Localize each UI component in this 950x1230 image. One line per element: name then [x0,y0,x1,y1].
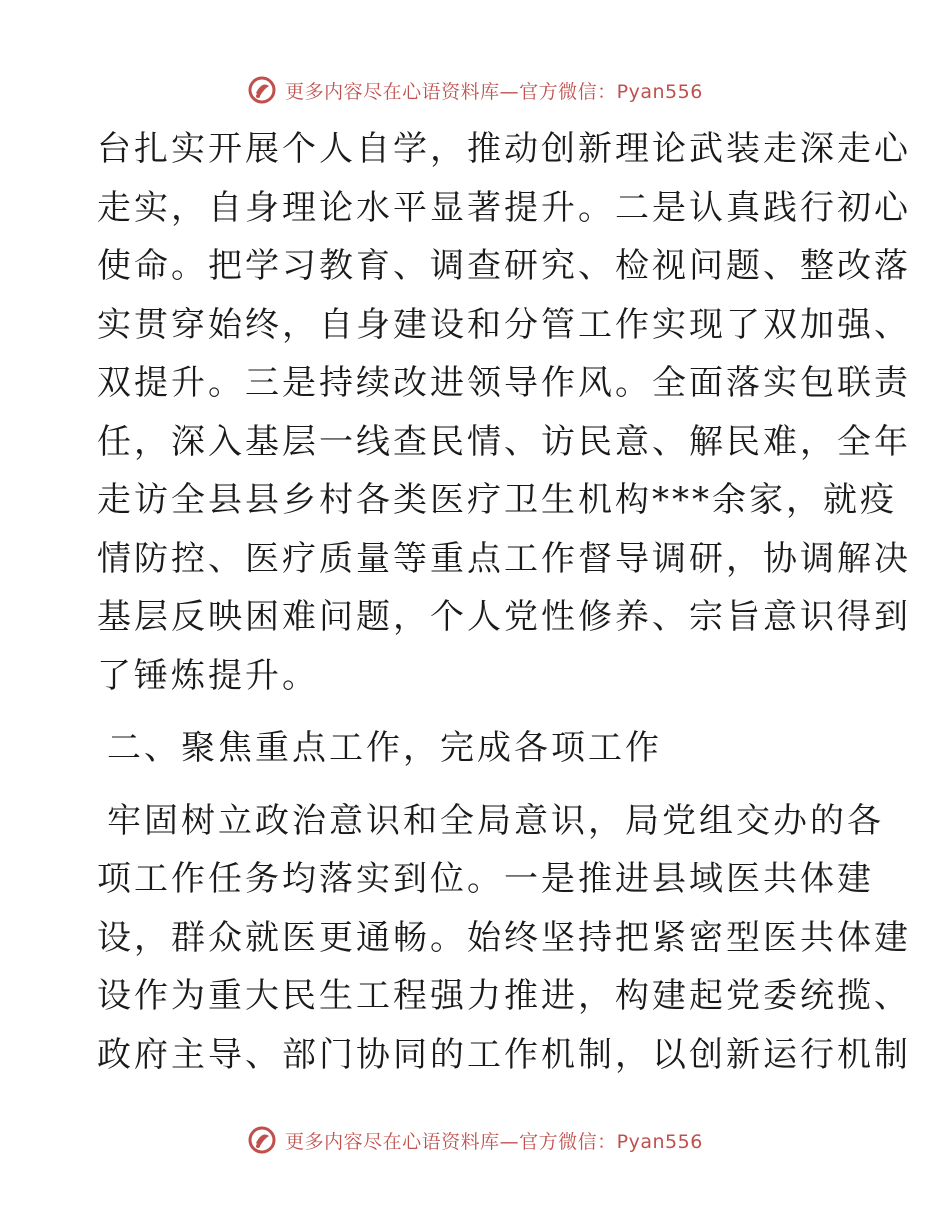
header-watermark [0,70,950,110]
header-watermark-text: 更多内容尽在心语资料库—官方微信：Pyan556 [285,80,703,103]
logo-icon [247,1125,277,1155]
footer-watermark [0,1120,950,1160]
footer-watermark-text: 更多内容尽在心语资料库—官方微信：Pyan556 [285,1130,703,1153]
text-line: 设作为重大民生工程强力推进，构建起党委统揽、 [97,976,911,1016]
document-body [97,120,911,1084]
logo-icon [247,75,277,105]
text-line: 走实，自身理论水平显著提升。二是认真践行初心 [97,187,911,228]
text-line: 台扎实开展个人自学，推动创新理论武装走深走心 [97,129,911,169]
text-line: 任，深入基层一线查民情、访民意、解民难，全年 [97,421,911,462]
paragraph-2 [97,792,911,1085]
text-line: 走访全县县乡村各类医疗卫生机构***余家，就疫 [97,480,897,520]
text-line: 牢固树立政治意识和全局意识，局党组交办的各 [107,800,884,841]
text-line: 了锤炼提升。 [97,655,319,696]
text-line: 项工作任务均落实到位。一是推进县域医共体建 [97,859,874,899]
text-line: 实贯穿始终，自身建设和分管工作实现了双加强、 [97,304,911,345]
text-line: 基层反映困难问题，个人党性修养、宗旨意识得到 [97,597,911,637]
paragraph-1 [97,120,911,705]
text-line: 设，群众就医更通畅。始终坚持把紧密型医共体建 [97,917,911,958]
text-line: 双提升。三是持续改进领导作风。全面落实包联责 [97,363,911,403]
text-line: 政府主导、部门协同的工作机制，以创新运行机制 [97,1034,911,1075]
section-heading: 二、聚焦重点工作，完成各项工作 [107,728,662,768]
text-line: 使命。把学习教育、调查研究、检视问题、整改落 [97,246,911,286]
text-line: 情防控、医疗质量等重点工作督导调研，协调解决 [97,538,911,579]
